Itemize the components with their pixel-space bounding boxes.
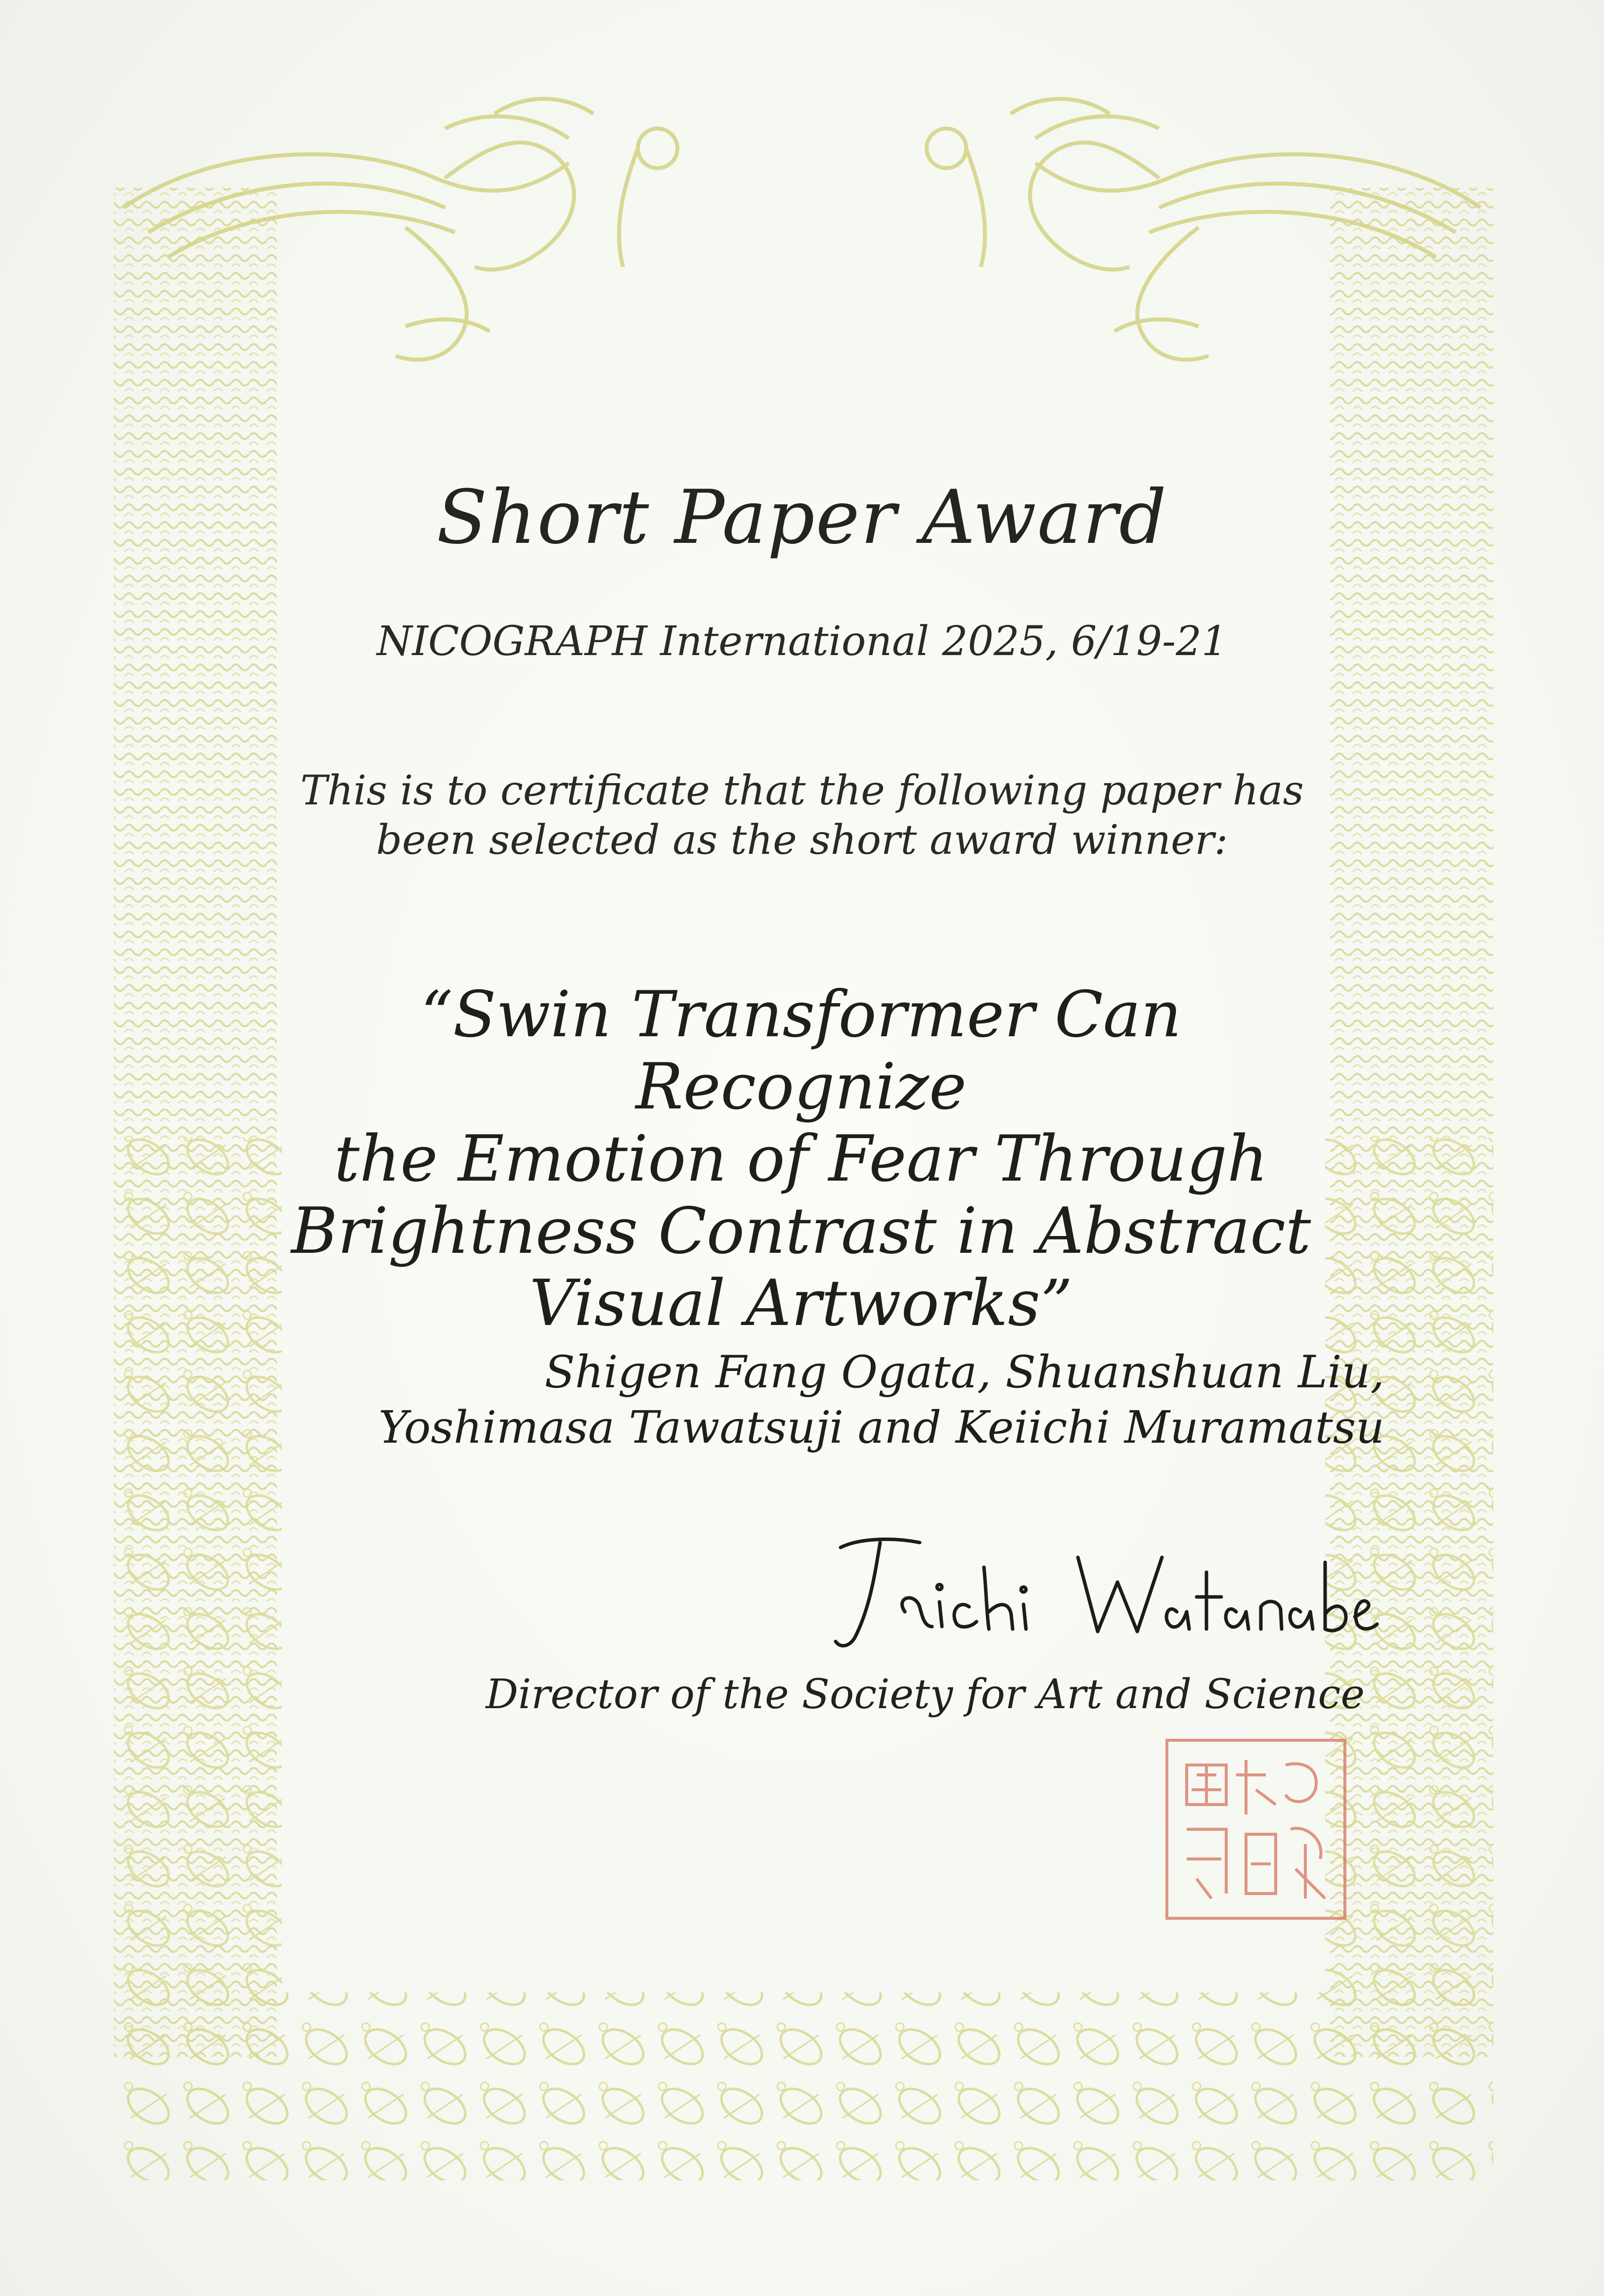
paper-title-line-1: “Swin Transformer Can Recognize <box>420 978 1182 1124</box>
bottom-border-band <box>114 1992 1493 2180</box>
official-seal-stamp <box>1157 1730 1355 1928</box>
paper-title-line-2: the Emotion of Fear Through <box>334 1122 1268 1196</box>
statement-line-2: been selected as the short award winner: <box>376 817 1228 864</box>
director-title: Director of the Society for Art and Science <box>486 1671 1365 1718</box>
event-name: NICOGRAPH International 2025, 6/19-21 <box>376 618 1228 665</box>
paper-title-line-4: Visual Artworks” <box>529 1267 1073 1340</box>
statement-line-1: This is to certificate that the following paper has <box>300 767 1304 814</box>
certificate-statement <box>0 766 1604 865</box>
paper-title <box>257 979 1345 1340</box>
award-title: Short Paper Award <box>436 475 1168 561</box>
paper-title-line-3: Brightness Contrast in Abstract <box>291 1194 1311 1268</box>
authors <box>198 1345 1384 1456</box>
director-signature <box>821 1528 1384 1656</box>
authors-line-1: Shigen Fang Ogata, Shuanshuan Liu, <box>544 1346 1384 1398</box>
authors-line-2: Yoshimasa Tawatsuji and Keiichi Muramatsu <box>378 1402 1384 1454</box>
